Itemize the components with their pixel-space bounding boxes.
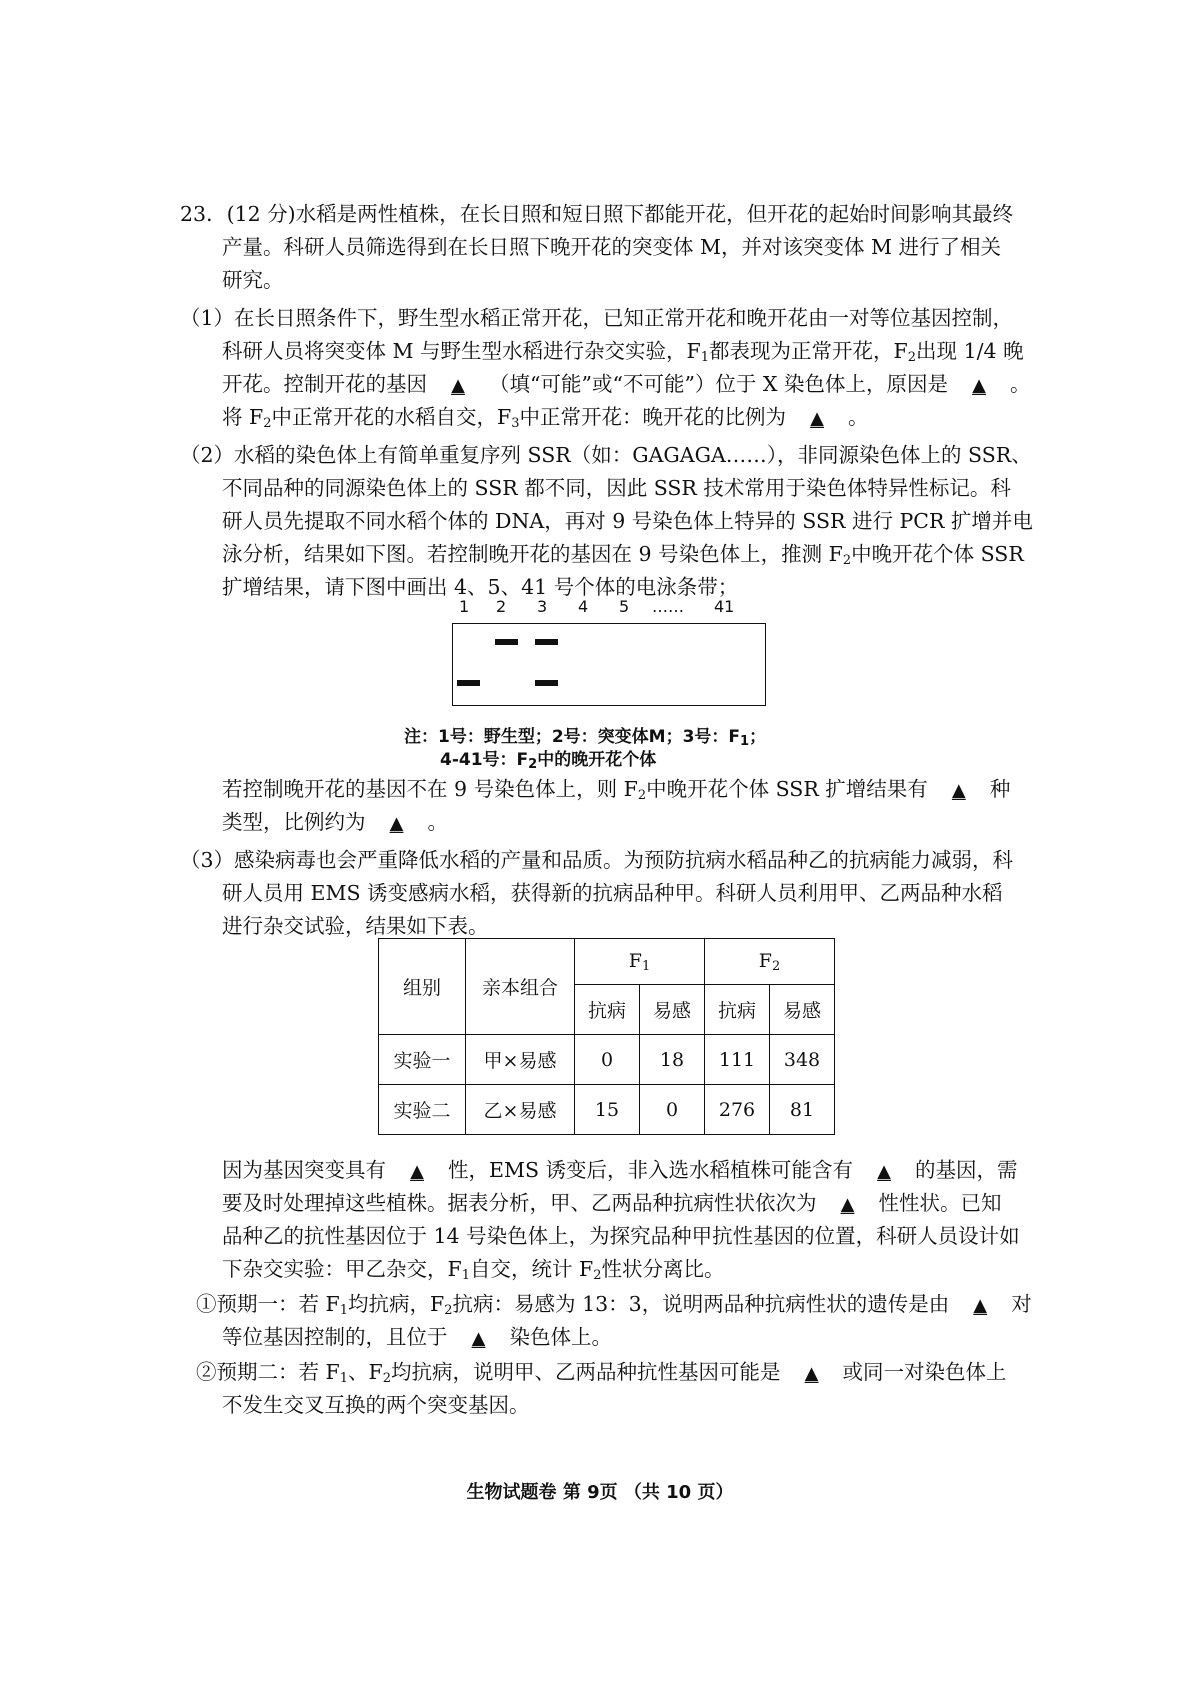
lane-label: 5 <box>619 597 630 616</box>
answer-blank[interactable]: ▲ <box>840 1194 855 1215</box>
cell-f1-susceptible: 0 <box>640 1085 705 1135</box>
gel-note-line1: 注：1号：野生型；2号：突变体M；3号：$F_1$； <box>404 727 767 749</box>
band-lane1-lower <box>457 680 480 686</box>
header-susceptible: 易感 <box>640 985 705 1035</box>
p3-expect1-line2: 等位基因控制的，且位于 ▲ 染色体上。 <box>222 1323 612 1353</box>
p2-line4: 泳分析，结果如下图。若控制晚开花的基因在 9 号染色体上，推测 $F_2$中晚开花个体 SSR <box>222 542 1024 568</box>
answer-blank[interactable]: ▲ <box>810 408 824 429</box>
cell-f2-susceptible: 348 <box>770 1035 835 1085</box>
answer-blank[interactable]: ▲ <box>804 1363 819 1384</box>
header-susceptible: 易感 <box>770 985 835 1035</box>
p3-line2: 研人员用 EMS 诱变感病水稻，获得新的抗病品种甲。科研人员利用甲、乙两品种水稻 <box>222 881 1003 905</box>
q23-line2: 产量。科研人员筛选得到在长日照下晚开花的突变体 M，并对该突变体 M 进行了相关 <box>222 235 1002 259</box>
p1-line3: 开花。控制开花的基因 ▲ （填“可能”或“不可能”）位于 X 染色体上，原因是 ▲ 。 <box>222 370 1031 400</box>
header-f2: $F_2$ <box>705 939 835 985</box>
band-lane2-upper <box>495 639 518 645</box>
lane-label: 41 <box>714 597 735 616</box>
p3-expect1-line1: ①预期一：若 $F_1$均抗病，$F_2$抗病：易感为 13：3，说明两品种抗病性状的遗传是由 ▲ 对 <box>196 1292 1032 1318</box>
lane-label: …… <box>652 597 684 616</box>
gel-note-line2: 4-41号：$F_2$中的晚开花个体 <box>440 750 657 772</box>
band-lane3-upper <box>535 639 558 645</box>
p2-line5: 扩增结果，请下图中画出 4、5、41 号个体的电泳条带； <box>222 575 739 599</box>
q23-line3: 研究。 <box>222 268 284 292</box>
p3-analysis-line4: 下杂交实验：甲乙杂交，$F_1$自交，统计 $F_2$性状分离比。 <box>222 1257 725 1283</box>
p1-line2: 科研人员将突变体 M 与野生型水稻进行杂交实验，$F_1$都表现为正常开花，$F_2$出现 1/4 晚 <box>222 339 1024 365</box>
table-row <box>379 1085 835 1135</box>
header-resistant: 抗病 <box>705 985 770 1035</box>
cell-f1-susceptible: 18 <box>640 1035 705 1085</box>
cell-f2-resistant: 111 <box>705 1035 770 1085</box>
p2-line3: 研人员先提取不同水稻个体的 DNA，再对 9 号染色体上特异的 SSR 进行 PCR 扩增并电 <box>222 509 1033 533</box>
q23-line1: 23．(12 分)水稻是两性植株，在长日照和短日照下都能开花，但开花的起始时间影响其最终 <box>180 202 1014 226</box>
cell-group: 实验二 <box>379 1085 466 1135</box>
answer-blank[interactable]: ▲ <box>471 1328 486 1349</box>
cell-group: 实验一 <box>379 1035 466 1085</box>
p3-analysis-line2: 要及时处理掉这些植株。据表分析，甲、乙两品种抗病性状依次为 ▲ 性性状。已知 <box>222 1189 1002 1219</box>
results-table <box>378 938 835 1135</box>
p3-expect2-line1: ②预期二：若 $F_1$、$F_2$均抗病，说明甲、乙两品种抗性基因可能是 ▲ 或同一对染色体上 <box>196 1360 1007 1386</box>
cell-f2-susceptible: 81 <box>770 1085 835 1135</box>
p2-line1: （2）水稻的染色体上有简单重复序列 SSR（如：GAGAGA……），非同源染色体上的 SSR、 <box>180 443 1032 467</box>
answer-blank[interactable]: ▲ <box>973 1295 988 1316</box>
cell-f2-resistant: 276 <box>705 1085 770 1135</box>
answer-blank[interactable]: ▲ <box>410 1161 424 1182</box>
header-cross: 亲本组合 <box>466 939 575 1035</box>
answer-blank[interactable]: ▲ <box>972 375 986 396</box>
answer-blank[interactable]: ▲ <box>951 780 966 801</box>
page-footer: 生物试题卷 第 9页 （共 10 页） <box>466 1482 734 1503</box>
answer-blank[interactable]: ▲ <box>389 813 404 834</box>
cell-f1-resistant: 15 <box>575 1085 640 1135</box>
p3-line3: 进行杂交试验，结果如下表。 <box>222 914 489 938</box>
band-lane3-lower <box>535 680 558 686</box>
p2-after-line2: 类型，比例约为 ▲ 。 <box>222 808 448 838</box>
cell-cross: 甲×易感 <box>466 1035 575 1085</box>
p1-line1: （1）在长日照条件下，野生型水稻正常开花，已知正常开花和晚开花由一对等位基因控制， <box>180 306 1014 330</box>
answer-blank[interactable]: ▲ <box>877 1161 891 1182</box>
cell-f1-resistant: 0 <box>575 1035 640 1085</box>
p2-line2: 不同品种的同源染色体上的 SSR 都不同，因此 SSR 技术常用于染色体特异性标记。科 <box>222 476 1011 500</box>
lane-label: 2 <box>496 597 507 616</box>
p3-analysis-line1: 因为基因突变具有 ▲ 性，EMS 诱变后，非入选水稻植株可能含有 ▲ 的基因，需 <box>222 1156 1018 1186</box>
cell-cross: 乙×易感 <box>466 1085 575 1135</box>
p3-analysis-line3: 品种乙的抗性基因位于 14 号染色体上，为探究品种甲抗性基因的位置，科研人员设计如 <box>222 1224 1020 1248</box>
p3-line1: （3）感染病毒也会严重降低水稻的产量和品质。为预防抗病水稻品种乙的抗病能力减弱，科 <box>180 848 1014 872</box>
p3-expect2-line2: 不发生交叉互换的两个突变基因。 <box>222 1393 530 1417</box>
lane-label: 4 <box>578 597 589 616</box>
header-resistant: 抗病 <box>575 985 640 1035</box>
table-row <box>379 1035 835 1085</box>
lane-label: 3 <box>537 597 548 616</box>
lane-label: 1 <box>459 597 470 616</box>
p2-after-line1: 若控制晚开花的基因不在 9 号染色体上，则 $F_2$中晚开花个体 SSR 扩增结果有 ▲ 种 <box>222 777 1011 803</box>
header-f1: $F_1$ <box>575 939 705 985</box>
answer-blank[interactable]: ▲ <box>451 375 465 396</box>
gel-diagram[interactable] <box>452 623 766 706</box>
header-group: 组别 <box>379 939 466 1035</box>
p1-line4: 将 $F_2$中正常开花的水稻自交，$F_3$中正常开花：晚开花的比例为 ▲ 。 <box>222 405 869 431</box>
